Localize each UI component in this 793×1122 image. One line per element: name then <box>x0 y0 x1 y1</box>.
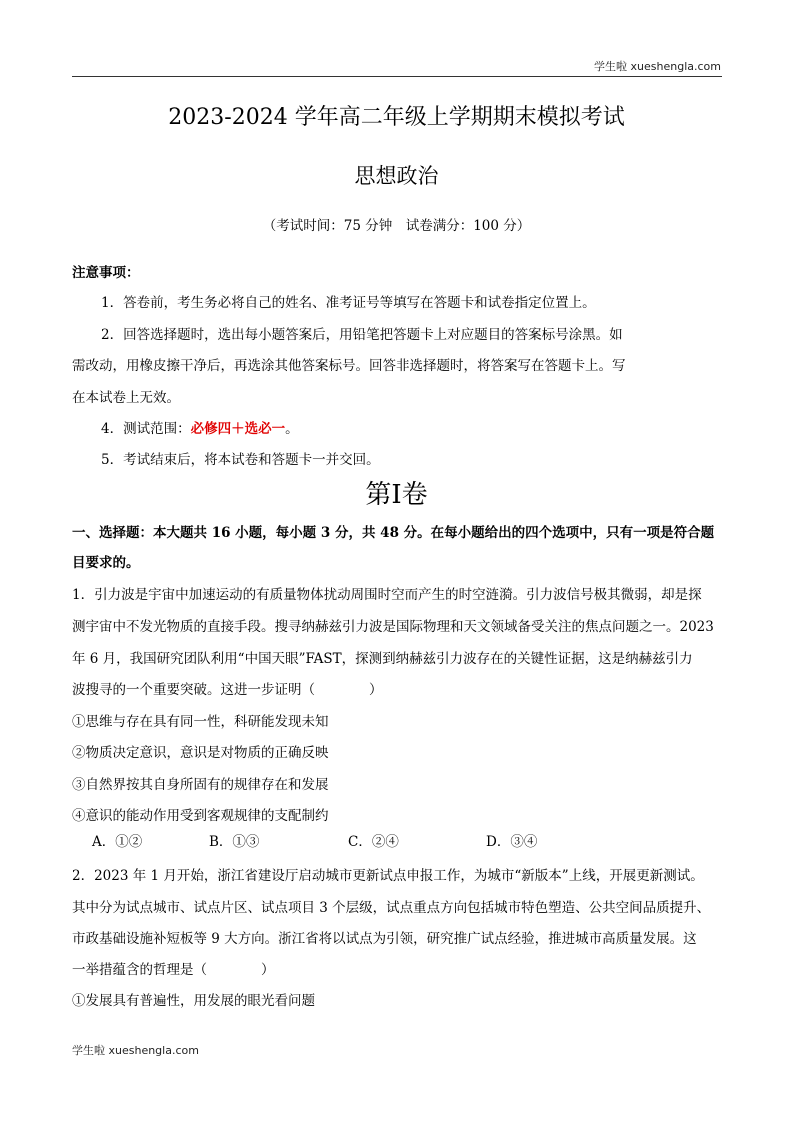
volume-heading: 第I卷 <box>365 480 428 510</box>
note-item-4-prefix: 4．测试范围： <box>101 421 191 437</box>
exam-title: 2023-2024 学年高二年级上学期期末模拟考试 <box>168 105 625 130</box>
q1-option-a: A．①② <box>92 834 143 850</box>
q1-statement-4: ④意识的能动作用受到客观规律的支配制约 <box>72 808 329 824</box>
note-item-2-line-2: 需改动，用橡皮擦干净后，再选涂其他答案标号。回答非选择题时，将答案写在答题卡上。写 <box>72 358 626 374</box>
header-brand: 学生啦 xueshengla.com <box>594 60 721 73</box>
header-divider <box>72 76 722 77</box>
q2-stem-line-1: 2．2023 年 1 月开始，浙江省建设厅启动城市更新试点申报工作，为城市“新版本”上线，开展更新测试。 <box>72 868 704 884</box>
note-item-4-suffix: 。 <box>285 421 299 437</box>
q2-stem-line-4: 一举措蕴含的哲理是（ ） <box>72 962 275 978</box>
note-item-2-line-3: 在本试卷上无效。 <box>72 390 180 406</box>
q1-statement-2: ②物质决定意识，意识是对物质的正确反映 <box>72 745 329 761</box>
q1-option-c: C．②④ <box>348 834 399 850</box>
footer-brand: 学生啦 xueshengla.com <box>72 1044 199 1057</box>
q1-option-b: B．①③ <box>209 834 260 850</box>
q1-option-d: D．③④ <box>486 834 538 850</box>
note-item-2-line-1: 2．回答选择题时，选出每小题答案后，用铅笔把答题卡上对应题目的答案标号涂黑。如 <box>101 327 623 343</box>
test-range: 必修四＋选必一 <box>190 421 286 437</box>
note-item-1: 1．答卷前，考生务必将自己的姓名、准考证号等填写在答题卡和试卷指定位置上。 <box>101 295 596 311</box>
q1-statement-1: ①思维与存在具有同一性，科研能发现未知 <box>72 714 329 730</box>
q2-stem-line-2: 其中分为试点城市、试点片区、试点项目 3 个层级，试点重点方向包括城市特色塑造、公共空间品质提升、 <box>72 900 711 916</box>
q2-statement-1: ①发展具有普遍性，用发展的眼光看问题 <box>72 993 315 1009</box>
q1-stem-line-2: 测宇宙中不发光物质的直接手段。搜寻纳赫兹引力波是国际物理和天文领域备受关注的焦点问题之一。2023 <box>72 619 714 635</box>
q1-stem-line-4: 波搜寻的一个重要突破。这进一步证明（ ） <box>72 682 383 698</box>
exam-info: （考试时间：75 分钟 试卷满分：100 分） <box>262 218 531 234</box>
section-instructions-line-1: 一、选择题：本大题共 16 小题，每小题 3 分，共 48 分。在每小题给出的四个选项中，只有一项是符合题 <box>72 525 715 541</box>
section-instructions-line-2: 目要求的。 <box>72 555 140 571</box>
note-item-4 <box>101 417 299 437</box>
note-item-5: 5．考试结束后，将本试卷和答题卡一并交回。 <box>101 452 380 468</box>
notes-heading: 注意事项： <box>72 265 140 281</box>
q1-stem-line-1: 1．引力波是宇宙中加速运动的有质量物体扰动周围时空而产生的时空涟漪。引力波信号极其微弱，却是探 <box>72 587 702 603</box>
q1-statement-3: ③自然界按其自身所固有的规律存在和发展 <box>72 777 329 793</box>
q2-stem-line-3: 市政基础设施补短板等 9 大方向。浙江省将以试点为引领，研究推广试点经验，推进城市高质量发展。这 <box>72 931 697 947</box>
q1-stem-line-3: 年 6 月，我国研究团队利用“中国天眼”FAST，探测到纳赫兹引力波存在的关键性证据，这是纳赫兹引力 <box>72 651 693 667</box>
subject-title: 思想政治 <box>354 164 439 188</box>
